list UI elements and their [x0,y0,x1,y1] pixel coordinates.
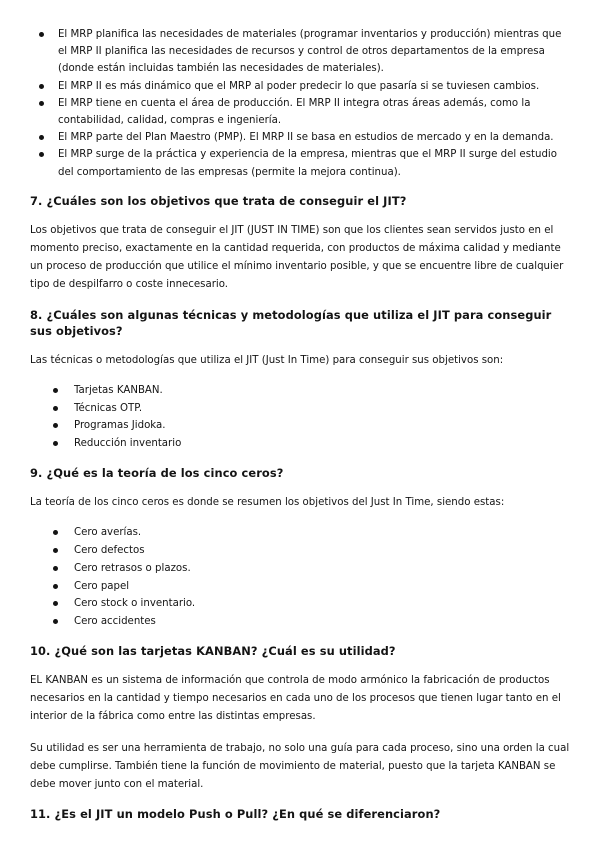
bullet-icon [39,32,44,37]
bullet-icon [39,152,44,157]
list-item [58,78,570,95]
bullet-icon [53,548,58,553]
bullet-icon [53,601,58,606]
list-item-text: Tarjetas KANBAN. [74,384,163,396]
question-7-heading: 7. ¿Cuáles son los objetivos que trata de conseguir el JIT? [30,193,407,208]
list-item [58,26,570,78]
question-9-heading: 9. ¿Qué es la teoría de los cinco ceros? [30,466,284,481]
list-item [52,435,570,453]
list-item-text: Cero averías. [74,527,142,539]
bullet-icon [53,530,58,535]
list-item-text: Cero papel [74,580,130,592]
list-item-text: El MRP tiene en cuenta el área de producción. El MRP II integra otras áreas además, como la contabilidad, calidad, compras e ingeniería. [58,97,531,127]
list-item [52,613,570,631]
list-item-text: Cero accidentes [74,616,156,628]
list-item [58,146,570,180]
list-item [52,560,570,578]
list-item-text: Técnicas OTP. [74,402,143,414]
list-item [52,382,570,400]
list-item-text: El MRP planifica las necesidades de materiales (programar inventarios y producción) mientras que el MRP II planifica las necesidades de recursos y control de otros departamentos de la empresa (donde están incluidas también las necesidades de materiales). [58,29,562,75]
list-item [52,578,570,596]
bullet-icon [53,441,58,446]
list-item [52,542,570,560]
question-10-paragraph-2: Su utilidad es ser una herramienta de trabajo, no solo una guía para cada proceso, sino una orden la cual debe cumplirse. También tiene la función de movimiento de material, puesto que la tarjeta KANBAN se debe mover junto con el material. [30,742,570,791]
list-item [58,129,570,146]
list-item-text: El MRP parte del Plan Maestro (PMP). El MRP II se basa en estudios de mercado y en la demanda. [58,132,554,144]
jit-techniques-list [52,382,570,453]
list-item-text: El MRP surge de la práctica y experiencia de la empresa, mientras que el MRP II surge del estudio del comportamiento de las empresas (permite la mejora continua). [58,149,557,178]
bullet-icon [53,566,58,571]
bullet-icon [39,135,44,140]
list-item-text: Cero stock o inventario. [74,598,196,610]
bullet-icon [53,406,58,411]
list-item [52,417,570,435]
question-7-answer: Los objetivos que trata de conseguir el JIT (JUST IN TIME) son que los clientes sean servidos justo en el momento preciso, exactamente en la cantidad requerida, con productos de máxima calidad y mediante un proceso de producción que utilice el mínimo inventario posible, y que se encuentre libre de cualquier tipo de despilfarro o coste innecesario. [30,224,564,291]
bullet-icon [53,423,58,428]
list-item [52,595,570,613]
list-item [58,95,570,129]
question-11-heading: 11. ¿Es el JIT un modelo Push o Pull? ¿En qué se diferenciaron? [30,807,441,822]
question-8-intro: Las técnicas o metodologías que utiliza el JIT (Just In Time) para conseguir sus objetivos son: [30,354,504,366]
question-8-heading: 8. ¿Cuáles son algunas técnicas y metodologías que utiliza el JIT para conseguir sus objetivos? [30,307,552,338]
question-10-heading: 10. ¿Qué son las tarjetas KANBAN? ¿Cuál es su utilidad? [30,644,396,659]
list-item-text: Programas Jidoka. [74,420,166,432]
mrp-differences-list [38,26,570,181]
bullet-icon [53,584,58,589]
list-item-text: Cero defectos [74,545,145,557]
question-9-intro: La teoría de los cinco ceros es donde se resumen los objetivos del Just In Time, siendo estas: [30,497,505,509]
list-item-text: Cero retrasos o plazos. [74,562,191,574]
bullet-icon [39,101,44,106]
list-item-text: Reducción inventario [74,438,182,450]
bullet-icon [53,619,58,624]
bullet-icon [39,84,44,89]
list-item-text: El MRP II es más dinámico que el MRP al poder predecir lo que pasaría si se tuviesen cambios. [58,80,540,92]
question-10-paragraph-1: EL KANBAN es un sistema de información que controla de modo armónico la fabricación de productos necesarios en la cantidad y tiempo necesarios en cada uno de los procesos que tienen lugar tanto en el interior de la fábrica como entre las distintas empresas. [30,675,561,723]
list-item [52,524,570,542]
bullet-icon [53,388,58,393]
five-zeros-list [52,524,570,631]
list-item [52,400,570,418]
